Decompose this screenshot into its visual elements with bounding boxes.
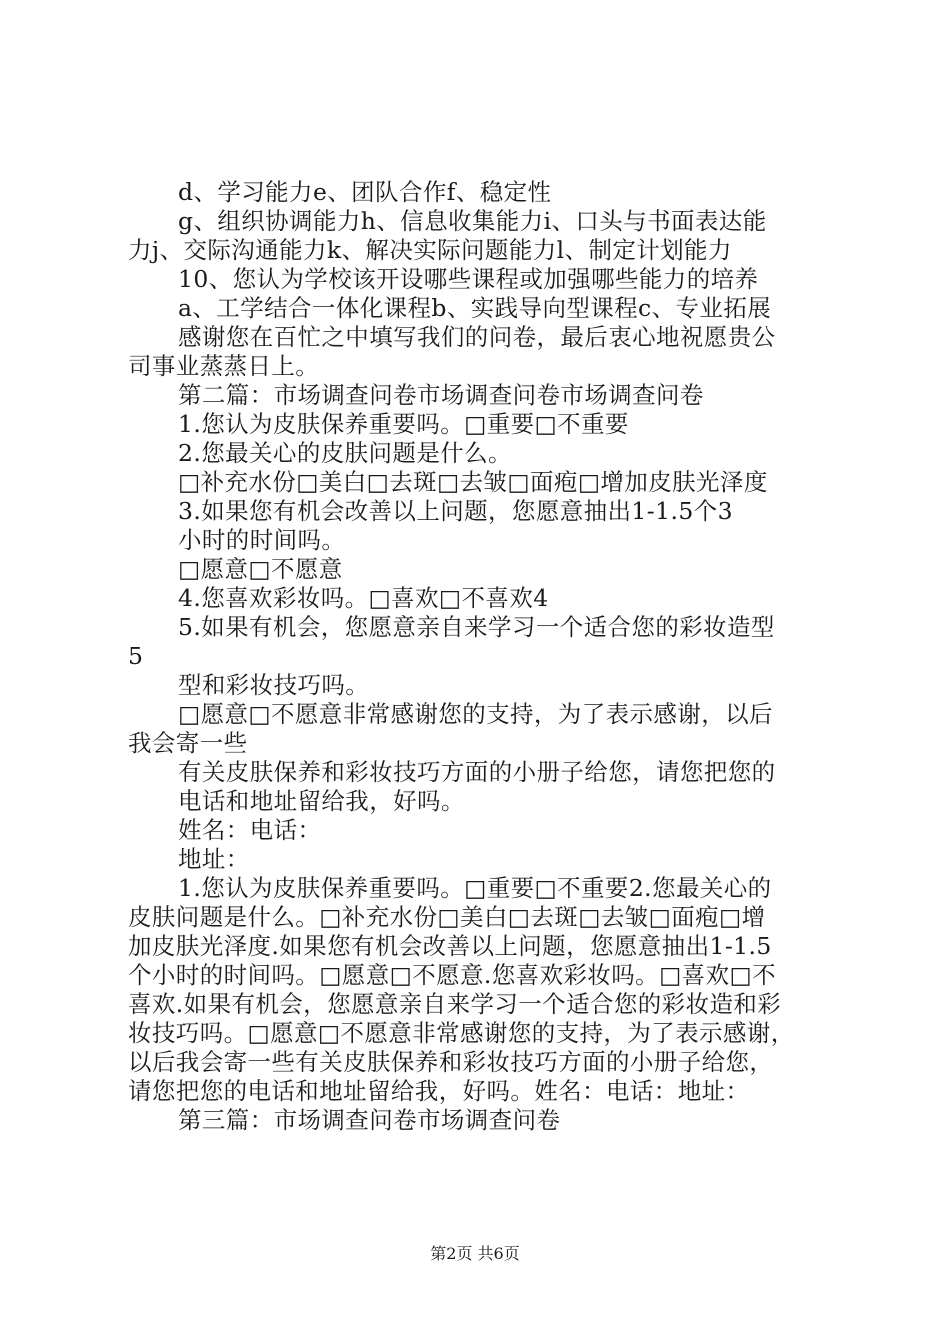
- paragraph-line: 1.您认为皮肤保养重要吗。□重要□不重要2.您最关心的: [178, 874, 772, 902]
- paragraph-line: 电话和地址留给我，好吗。: [178, 787, 465, 815]
- question-line: 2.您最关心的皮肤问题是什么。: [178, 439, 512, 467]
- paragraph-line: 妆技巧吗。□愿意□不愿意非常感谢您的支持，为了表示感谢，: [128, 1019, 795, 1047]
- paragraph-line: 感谢您在百忙之中填写我们的问卷，最后衷心地祝愿贵公: [178, 323, 776, 351]
- paragraph-line: d、学习能力e、团队合作f、稳定性: [178, 178, 552, 206]
- paragraph-line: 我会寄一些: [128, 729, 248, 757]
- paragraph-line: 5: [128, 642, 144, 670]
- question-line: 小时的时间吗。: [178, 526, 346, 554]
- paragraph-line: 喜欢.如果有机会，您愿意亲自来学习一个适合您的彩妆造和彩: [128, 990, 782, 1018]
- form-field-line: 地址：: [178, 845, 250, 873]
- options-line: □愿意□不愿意非常感谢您的支持，为了表示感谢，以后: [178, 700, 773, 728]
- question-line: 4.您喜欢彩妆吗。□喜欢□不喜欢4: [178, 584, 549, 612]
- paragraph-line: g、组织协调能力h、信息收集能力i、口头与书面表达能: [178, 207, 767, 235]
- paragraph-line: 个小时的时间吗。□愿意□不愿意.您喜欢彩妆吗。□喜欢□不: [128, 961, 776, 989]
- question-line: 3.如果您有机会改善以上问题，您愿意抽出1-1.5个3: [178, 497, 733, 525]
- section-heading: 第三篇：市场调查问卷市场调查问卷: [178, 1106, 561, 1134]
- options-line: □愿意□不愿意: [178, 555, 343, 583]
- document-body: [128, 178, 833, 1135]
- options-line: □补充水份□美白□去斑□去皱□面疱□增加皮肤光泽度: [178, 468, 768, 496]
- paragraph-line: 以后我会寄一些有关皮肤保养和彩妆技巧方面的小册子给您，: [128, 1048, 774, 1076]
- paragraph-line: 10、您认为学校该开设哪些课程或加强哪些能力的培养: [178, 265, 759, 293]
- paragraph-line: 加皮肤光泽度.如果您有机会改善以上问题，您愿意抽出1-1.5: [128, 932, 772, 960]
- paragraph-line: 有关皮肤保养和彩妆技巧方面的小册子给您，请您把您的: [178, 758, 776, 786]
- section-heading: 第二篇：市场调查问卷市场调查问卷市场调查问卷: [178, 381, 704, 409]
- paragraph-line: 请您把您的电话和地址留给我，好吗。姓名：电话：地址：: [128, 1077, 750, 1105]
- question-line: 型和彩妆技巧吗。: [178, 671, 370, 699]
- form-field-line: 姓名：电话：: [178, 816, 322, 844]
- paragraph-line: 司事业蒸蒸日上。: [128, 352, 320, 380]
- question-line: 5.如果有机会，您愿意亲自来学习一个适合您的彩妆造型: [178, 613, 775, 641]
- question-line: 1.您认为皮肤保养重要吗。□重要□不重要: [178, 410, 629, 438]
- page-footer: 第2页 共6页: [430, 1244, 520, 1263]
- paragraph-line: 皮肤问题是什么。□补充水份□美白□去斑□去皱□面疱□增: [128, 903, 766, 931]
- paragraph-line: a、工学结合一体化课程b、实践导向型课程c、专业拓展: [178, 294, 772, 322]
- paragraph-line: 力j、交际沟通能力k、解决实际问题能力l、制定计划能力: [128, 236, 732, 264]
